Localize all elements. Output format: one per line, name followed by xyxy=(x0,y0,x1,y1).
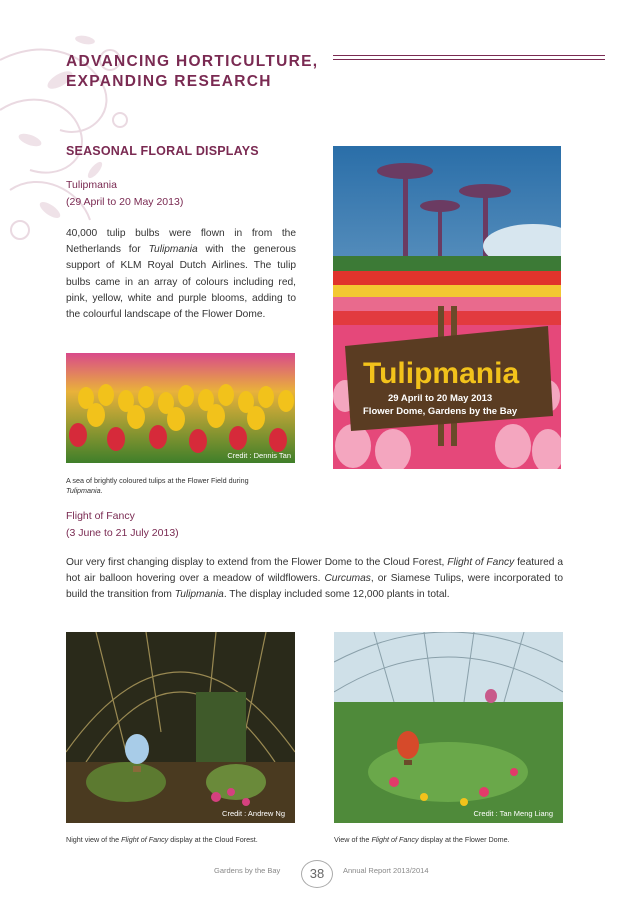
footer-organization: Gardens by the Bay xyxy=(214,866,281,875)
poster-title: Tulipmania xyxy=(363,357,520,390)
title-rule-top xyxy=(333,55,605,56)
flower-dome-photo xyxy=(334,632,563,823)
flight-text-3: , or Siamese Tulips, were incorporated to build the transition from xyxy=(66,573,563,601)
tulipmania-dates: (29 April to 20 May 2013) xyxy=(66,196,184,208)
tulip-photo-caption xyxy=(66,476,266,496)
flight-text-em-2: Curcumas xyxy=(324,573,371,585)
poster-line-2: Flower Dome, Gardens by the Bay xyxy=(363,406,518,417)
flight-subheading xyxy=(66,508,306,542)
tulipmania-text-2: with the generous support of KLM Royal Dutch Airlines. The tulip bulbs came in an array of colours including red, pink, yellow, white and purple blooms, adding to the colourful landscape of the Flower Dome. xyxy=(66,244,296,321)
tulipmania-subheading xyxy=(66,177,306,211)
tulip-field-image xyxy=(66,353,295,463)
section-heading: SEASONAL FLORAL DISPLAYS xyxy=(66,144,259,158)
flight-text-em-3: Tulipmania xyxy=(174,589,224,601)
cloud-forest-image xyxy=(66,632,295,823)
flight-dates: (3 June to 21 July 2013) xyxy=(66,527,179,539)
right-caption-text-2: display at the Flower Dome. xyxy=(418,835,510,844)
cloud-forest-caption xyxy=(66,835,306,845)
tulip-caption-em: Tulipmania xyxy=(66,486,101,495)
cloud-forest-photo xyxy=(66,632,295,823)
flower-dome-image xyxy=(334,632,563,823)
tulip-caption-text-1: A sea of brightly coloured tulips at the Flower Field during xyxy=(66,476,249,485)
left-caption-text-2: display at the Cloud Forest. xyxy=(168,835,258,844)
page-title-line1: ADVANCING HORTICULTURE, xyxy=(66,53,319,70)
right-caption-text-1: View of the xyxy=(334,835,372,844)
tulipmania-name: Tulipmania xyxy=(66,179,117,191)
flight-name: Flight of Fancy xyxy=(66,510,135,522)
page-number: 38 xyxy=(301,860,333,888)
tulip-photo-credit: Credit : Dennis Tan xyxy=(227,451,291,460)
tulipmania-poster xyxy=(333,146,561,469)
title-rule-bottom xyxy=(333,59,605,60)
tulipmania-text-1: 40,000 tulip bulbs were flown in from the Netherlands for xyxy=(66,228,296,256)
tulipmania-text-em: Tulipmania xyxy=(148,244,198,256)
left-caption-em: Flight of Fancy xyxy=(121,835,169,844)
right-caption-em: Flight of Fancy xyxy=(371,835,419,844)
tulip-caption-text-2: . xyxy=(100,486,103,495)
page-title xyxy=(66,52,346,92)
page-title-line2: EXPANDING RESEARCH xyxy=(66,73,272,90)
tulip-field-photo xyxy=(66,353,295,463)
flight-paragraph xyxy=(66,555,563,604)
tulipmania-poster-image xyxy=(333,146,561,469)
flower-dome-credit: Credit : Tan Meng Liang xyxy=(473,809,553,818)
poster-line-1: 29 April to 20 May 2013 xyxy=(388,393,493,404)
flight-text-1: Our very first changing display to extend from the Flower Dome to the Cloud Forest, xyxy=(66,557,448,568)
flight-text-2: featured a hot air balloon hovering over a meadow of wildflowers. xyxy=(66,557,563,585)
tulipmania-paragraph xyxy=(66,226,296,323)
footer-report-title: Annual Report 2013/2014 xyxy=(343,866,429,875)
cloud-forest-credit: Credit : Andrew Ng xyxy=(222,809,285,818)
flight-text-em-1: Flight of Fancy xyxy=(447,557,515,568)
flight-text-4: . The display included some 12,000 plants in total. xyxy=(223,589,450,601)
flower-dome-caption xyxy=(334,835,574,845)
left-caption-text-1: Night view of the xyxy=(66,835,122,844)
